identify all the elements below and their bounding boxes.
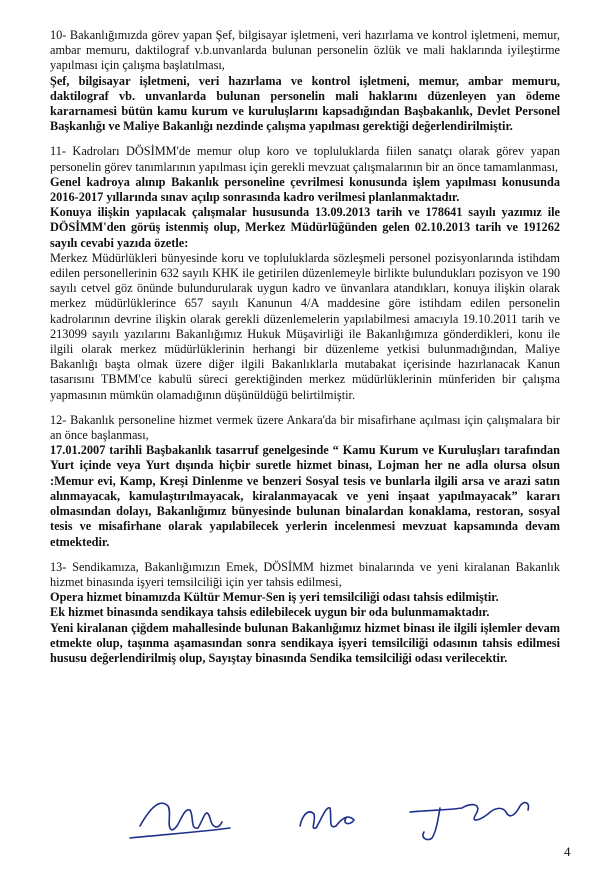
signature-3 [410, 803, 528, 840]
item-12-response: 17.01.2007 tarihli Başbakanlık tasarruf genelgesinde “ Kamu Kurum ve Kuruluşları tarafından Yurt içinde veya Yurt dışında hiçbir suretle hizmet binası, Lojman her ne adla olursa olsun :Memur evi, Kamp, Kreşi Dinlenme ve benzeri Sosyal tesis ve bunlarla ilgili arsa ve arazi satın alınmayacak, kamulaştırılmayacak, kiralanmayacak ve yeni inşaat yapılmayacak” kararı olmasından dolayı, Bakanlığımız bünyesinde bulunan binalardan konaklama, restoran, sosyal tesis ve misafirhane olarak yapılabilecek yerlerin incelenmesi mevzuat kapsamında devam etmektedir. [50, 443, 560, 549]
item-10 [50, 28, 560, 134]
page-number: 4 [564, 844, 571, 859]
signature-1 [130, 803, 230, 838]
item-12-request: 12- Bakanlık personeline hizmet vermek üzere Ankara'da bir misafirhane açılması için çalışmalara bir an önce başlanması, [50, 412, 560, 443]
item-10-response: Şef, bilgisayar işletmeni, veri hazırlama ve kontrol işletmeni, memur, ambar memuru, daktilograf vb. unvanlarda bulunan personelin mali haklarını düzenleyen yan ödeme kararnamesi bütün kamu kurum ve kuruluşlarını kapsadığından Başbakanlık, Devlet Personel Başkanlığı ve Maliye Bakanlığı nezdinde çalışma yapılması gerektiği değerlendirilmiştir. [50, 73, 560, 134]
item-10-request: 10- Bakanlığımızda görev yapan Şef, bilgisayar işletmeni, veri hazırlama ve kontrol işletmeni, memur, ambar memuru, daktilograf v.b.unvanlarda bulunan personelin özlük ve mali haklarında iyileştirme yapılması için çalışma başlatılması, [50, 28, 560, 73]
signatures [110, 778, 570, 848]
item-13-response-new-building: Yeni kiralanan çiğdem mahallesinde bulunan Bakanlığımız hizmet binası ile ilgili işlemler devam etmekte olup, taşınma aşamasından sonra sendikaya işyeri temsilciliği odasının tahsis edilmesi hususu değerlendirilmiş olup, Sayıştay binasında Sendika temsilciliği odası verilecektir. [50, 620, 560, 665]
item-13 [50, 560, 560, 666]
item-11-response: Genel kadroya alınıp Bakanlık personeline çevrilmesi konusunda işlem yapılması konusunda 2016-2017 yıllarında sınav açılıp sonrasında kadro verilmesi planlanmaktadır. [50, 174, 560, 205]
item-12 [50, 413, 560, 550]
item-11-request: 11- Kadroları DÖSİMM'de memur olup koro ve topluluklarda fiilen sanatçı olarak görev yapan personelin görev tanımlarının yapılması için gerekli mevzuat çalışmalarının bir an önce tamamlanması, [50, 144, 560, 174]
item-13-response-opera: Opera hizmet binamızda Kültür Memur-Sen iş yeri temsilciliği odası tahsis edilmiştir. [50, 590, 499, 605]
item-13-request: 13- Sendikamıza, Bakanlığımızın Emek, DÖSİMM hizmet binalarında ve yeni kiralanan Bakanlık hizmet binasında işyeri temsilciliği için yer tahsis edilmesi, [50, 559, 560, 589]
signature-2 [300, 808, 354, 829]
item-11-summary: Merkez Müdürlükleri bünyesinde koru ve topluluklarda sözleşmeli personel pozisyonlarında istihdam edilen personellerinin 632 sayılı KHK ile getirilen düzenlemeyle birlikte bulundukları pozisyon ve 190 sayılı cetvel göz önünde bulundurularak uygun kadro ve ünvanlara atandıkları, konuya ilişkin olarak merkez müdürlüklerince 657 sayılı Kanunun 4/A maddesine göre istihdam edilen personelin kadrolarının devrine ilişkin olarak gerekli düzenlemelerin yapılabilmesi amacıyla 19.10.2011 tarih ve 213099 sayılı yazılarını Bakanlığımız Hukuk Müşavirliği ile Bakanlığımıza gönderdikleri, konu ile ilgili olarak merkez müdürlüklerinin herhangi bir düzenleme yetkisi bulunmadığından, Maliye Bakanlığı başta olmak üzere diğer ilgili Bakanlıklarla mutabakat içerisinde hazırlanacak Kanun tasarısını TBMM'ce kabulü süreci gerektiğinden merkez müdürlüklerinin münferiden bir çalışma yapmasının mümkün olamadığının düşünüldüğü belirtilmiştir. [50, 250, 560, 402]
item-11-correspondence: Konuya ilişkin yapılacak çalışmalar hususunda 13.09.2013 tarih ve 178641 sayılı yazımız ile DÖSİMM'den görüş istenmiş olup, Merkez Müdürlüğünden gelen 02.10.2013 tarih ve 191262 sayılı cevabi yazıda özetle: [50, 205, 560, 250]
item-11 [50, 144, 560, 402]
item-13-response-annex: Ek hizmet binasında sendikaya tahsis edilebilecek uygun bir oda bulunmamaktadır. [50, 605, 490, 620]
document-body [50, 28, 560, 676]
